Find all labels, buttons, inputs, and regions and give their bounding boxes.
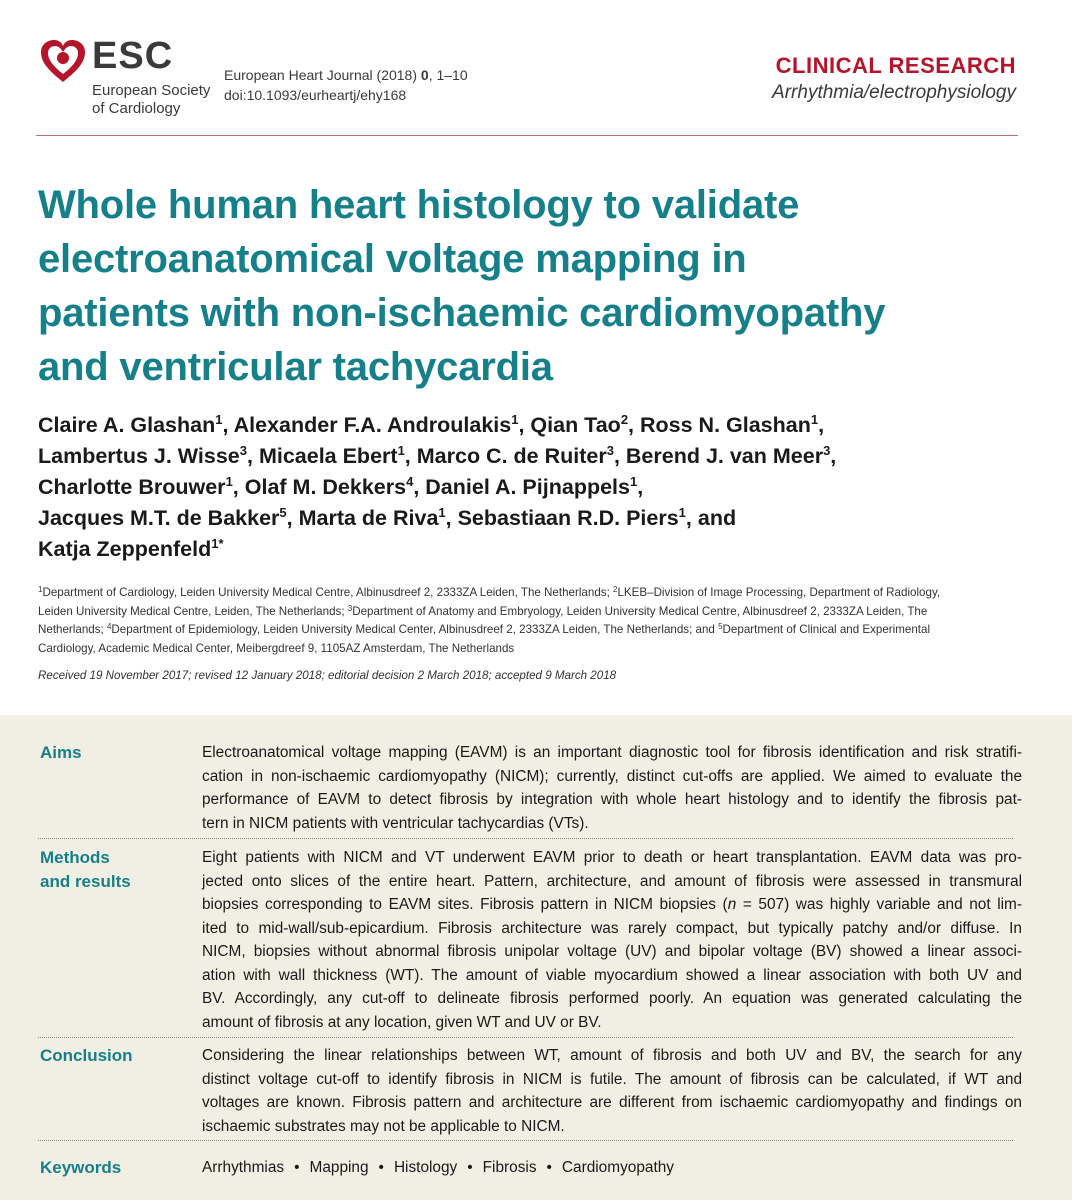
- affiliation-text: LKEB–Division of Image Processing, Department of Radiology,: [617, 586, 941, 599]
- author-line: [38, 534, 1038, 565]
- aims-line: tern in NICM patients with ventricular tachycardias (VTs).: [202, 814, 589, 832]
- author-affiliation-marker: 1: [438, 505, 446, 520]
- section-separator: [38, 1037, 1013, 1038]
- keyword-separator: •: [294, 1159, 300, 1176]
- author-line: Claire A. Glashan$^1$, Alexander F.A. Androulakis$^1$, Qian Tao$^2$, Ross N. Glashan$^1$,: [38, 412, 825, 437]
- methods-line: ation with wall thickness (WT). The amount of viable myocardium showed a linear association with both UV and: [202, 966, 1022, 984]
- author-affiliation-marker: 3: [239, 443, 247, 458]
- doi-link[interactable]: doi:10.1093/eurheartj/ehy168: [224, 87, 407, 103]
- affiliation-line: [38, 640, 1028, 659]
- conclusion-line: voltages are known. Fibrosis pattern and architecture are different from ischaemic cardiomyopathy and findings on: [202, 1094, 1022, 1111]
- methods-line: Eight patients with NICM and VT underwent EAVM prior to death or heart transplantation. EAVM data was pro-: [202, 849, 1022, 866]
- author-affiliation-marker: 4: [406, 474, 414, 489]
- author-name: Micaela Ebert: [258, 444, 398, 468]
- header-divider: [36, 135, 1018, 136]
- journal-volume: 0: [420, 67, 429, 83]
- aims-text: [202, 741, 1022, 835]
- keywords-list: [202, 1156, 674, 1180]
- author-name: Lambertus J. Wisse: [38, 444, 240, 468]
- methods-label-line-1: Methods: [40, 848, 110, 867]
- conclusion-line: Considering the linear relationships between WT, amount of fibrosis and both UV and BV, the search for any: [202, 1047, 1022, 1064]
- title-line: patients with non-ischaemic cardiomyopathy: [38, 291, 886, 335]
- journal-citation: [224, 65, 468, 105]
- author-name: Katja Zeppenfeld: [38, 537, 212, 561]
- section-title: CLINICAL RESEARCH: [775, 53, 1016, 78]
- keyword-separator: •: [546, 1159, 552, 1176]
- author-affiliation-marker: 3: [606, 443, 614, 458]
- section-separator: [38, 838, 1013, 839]
- author-name: Jacques M.T. de Bakker: [38, 506, 280, 530]
- affiliation-text: Cardiology, Academic Medical Center, Meibergdreef 9, 1105AZ Amsterdam, The Netherlands: [38, 641, 515, 655]
- keywords-label: Keywords: [40, 1158, 122, 1177]
- methods-line: jected onto slices of the entire heart. Pattern, architecture, and amount of fibrosis were assessed in transmural: [202, 872, 1022, 890]
- section-separator: [38, 1140, 1013, 1141]
- affiliation-line: [38, 621, 1028, 640]
- keyword-separator: •: [467, 1159, 473, 1176]
- affiliation-line: [38, 584, 1028, 603]
- author-affiliation-marker: 1*: [211, 536, 224, 551]
- author-line: Charlotte Brouwer$^1$, Olaf M. Dekkers$^4$, Daniel A. Pijnappels$^1$,: [38, 474, 644, 499]
- society-line-2: of Cardiology: [92, 100, 181, 117]
- affiliation-text: Department of Clinical and Experimental: [722, 623, 931, 636]
- journal-name-line: [224, 65, 468, 85]
- keyword-item: Fibrosis: [482, 1159, 537, 1176]
- author-name: Marta de Riva: [298, 506, 439, 530]
- author-affiliation-marker: 5: [279, 505, 287, 520]
- author-name: Qian Tao: [530, 413, 621, 437]
- author-line: Jacques M.T. de Bakker$^5$, Marta de Riva$^1$, Sebastiaan R.D. Piers$^1$, and: [38, 505, 737, 530]
- author-line: Lambertus J. Wisse$^3$, Micaela Ebert$^1$, Marco C. de Ruiter$^3$, Berend J. van Meer$^3$,: [38, 443, 837, 468]
- aims-line: cation in non-ischaemic cardiomyopathy (NICM); currently, distinct cut-offs are applied. We aimed to evaluate the: [202, 767, 1022, 785]
- author-name: Sebastiaan R.D. Piers: [457, 506, 679, 530]
- society-line-1: European Society: [92, 82, 211, 99]
- conclusion-label: Conclusion: [40, 1046, 133, 1065]
- methods-line: ited to mid-wall/sub-epicardium. Fibrosis architecture was rarely compact, but typically patchy and/or diffuse. In: [202, 919, 1022, 937]
- structured-abstract: [0, 715, 1072, 1200]
- affiliations: [38, 584, 1028, 658]
- title-line: Whole human heart histology to validate: [38, 183, 800, 227]
- article-title: [38, 178, 1028, 394]
- author-list: [38, 410, 1038, 565]
- keyword-item: Histology: [393, 1159, 458, 1176]
- affiliation-text: Leiden University Medical Centre, Leiden, The Netherlands;: [38, 604, 348, 618]
- journal-pages: , 1–10: [428, 67, 468, 83]
- affiliation-line: [38, 603, 1028, 622]
- author-name: Berend J. van Meer: [625, 444, 824, 468]
- conclusion-line: distinct voltage cut-off to identify fibrosis in NICM is futile. The amount of fibrosis can be calculated, if WT and: [202, 1070, 1022, 1088]
- journal-name: European Heart Journal (2018): [224, 67, 421, 83]
- manuscript-dates: Received 19 November 2017; revised 12 January 2018; editorial decision 2 March 2018; accepted 9 March 2018: [38, 669, 617, 682]
- conclusion-line: ischaemic substrates may not be applicable to NICM.: [202, 1117, 565, 1135]
- esc-wordmark: ESC: [92, 35, 174, 77]
- author-conjunction: and: [691, 506, 737, 530]
- title-line: electroanatomical voltage mapping in: [38, 237, 747, 281]
- methods-line: amount of fibrosis at any location, given WT and UV or BV.: [202, 1013, 602, 1031]
- author-affiliation-marker: 1: [215, 412, 223, 427]
- author-affiliation-marker: 1: [225, 474, 233, 489]
- methods-label-line-2: and results: [40, 871, 131, 891]
- author-affiliation-marker: 1: [678, 505, 686, 520]
- keyword-item: Arrhythmias: [202, 1159, 285, 1176]
- italic-n: n: [727, 896, 737, 913]
- author-name: Daniel A. Pijnappels: [425, 475, 630, 499]
- affiliation-marker: 3: [347, 603, 353, 613]
- author-name: Charlotte Brouwer: [38, 475, 226, 499]
- author-affiliation-marker: 1: [629, 474, 638, 489]
- affiliation-text: Department of Epidemiology, Leiden University Medical Center, Albinusdreef 2, 2333ZA Leiden, The Netherlands; and: [111, 623, 719, 636]
- author-affiliation-marker: 2: [620, 412, 629, 427]
- affiliation-marker: 4: [106, 622, 112, 631]
- keyword-separator: •: [378, 1159, 384, 1176]
- author-name: Ross N. Glashan: [640, 413, 811, 437]
- author-affiliation-marker: 1: [810, 412, 819, 427]
- aims-label: Aims: [40, 743, 82, 762]
- keyword-item: Mapping: [309, 1159, 369, 1176]
- methods-text: [202, 846, 1022, 1034]
- title-line: and ventricular tachycardia: [38, 345, 553, 389]
- author-name: Alexander F.A. Androulakis: [233, 413, 512, 437]
- keyword-item: Cardiomyopathy: [561, 1159, 674, 1176]
- author-affiliation-marker: 1: [511, 412, 519, 427]
- affiliation-text: Netherlands;: [38, 623, 107, 636]
- methods-line: BV. Accordingly, any cut-off to delineate fibrosis performed poorly. An equation was generated calculating the: [202, 990, 1022, 1007]
- affiliation-marker: 2: [613, 585, 618, 594]
- esc-heart-logo-icon: [38, 38, 88, 88]
- section-heading: [772, 52, 1016, 106]
- author-name: Olaf M. Dekkers: [244, 475, 407, 499]
- author-affiliation-marker: 3: [823, 443, 831, 458]
- methods-line: NICM, biopsies without abnormal fibrosis unipolar voltage (UV) and bipolar voltage (BV) showed a linear associ-: [202, 943, 1022, 960]
- section-subtitle: Arrhythmia/electrophysiology: [772, 82, 1016, 103]
- affiliation-marker: 1: [38, 585, 43, 594]
- author-affiliation-marker: 1: [397, 443, 405, 458]
- methods-label: [40, 846, 131, 893]
- conclusion-text: [202, 1044, 1022, 1138]
- author-name: Marco C. de Ruiter: [416, 444, 607, 468]
- affiliation-marker: 5: [718, 622, 723, 631]
- methods-line: biopsies corresponding to EAVM sites. Fibrosis pattern in NICM biopsies (n = 507) was highly variable and not lim-: [202, 896, 1022, 913]
- author-name: Claire A. Glashan: [38, 413, 216, 437]
- society-name: [92, 82, 232, 118]
- affiliation-text: Department of Cardiology, Leiden University Medical Centre, Albinusdreef 2, 2333ZA Leiden, The Netherlands;: [42, 586, 614, 599]
- aims-line: performance of EAVM to detect fibrosis by integration with whole heart histology and to identify the fibrosis pat-: [202, 791, 1022, 808]
- affiliation-text: Department of Anatomy and Embryology, Leiden University Medical Centre, Albinusdreef 2, 2333ZA Leiden, The: [352, 604, 928, 618]
- aims-line: Electroanatomical voltage mapping (EAVM) is an important diagnostic tool for fibrosis identification and risk stratifi-: [202, 744, 1022, 761]
